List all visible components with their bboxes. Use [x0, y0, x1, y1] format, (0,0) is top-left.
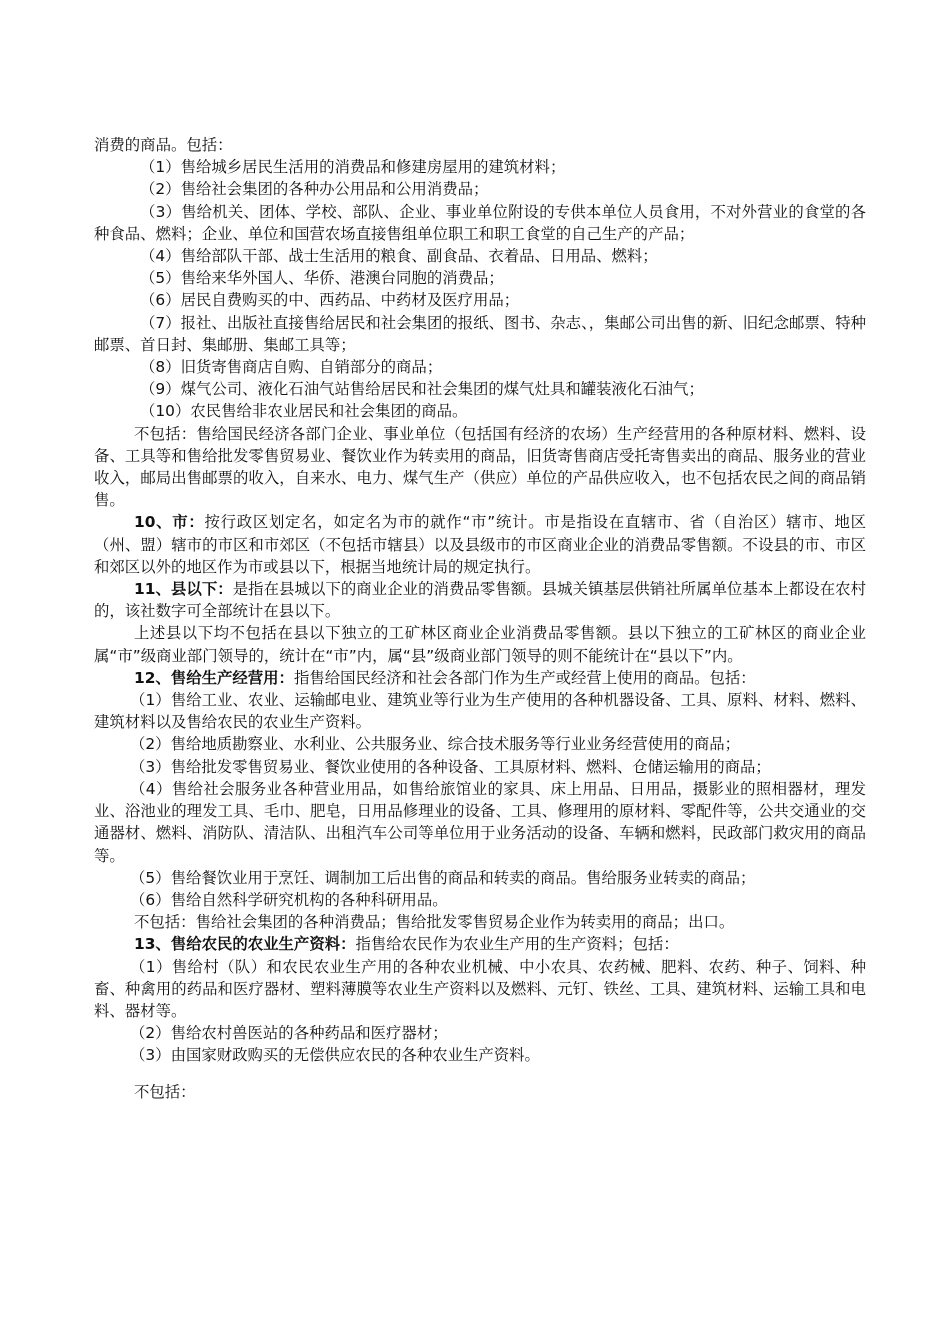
- list-item: （6）售给自然科学研究机构的各种科研用品。: [130, 890, 448, 909]
- exclusion-heading: 不包括：: [134, 1082, 196, 1101]
- exclusion-paragraph: 不包括：售给社会集团的各种消费品；售给批发零售贸易企业作为转卖用的商品；出口。: [134, 913, 735, 932]
- paragraph: 上述县以下均不包括在县以下独立的工矿林区商业企业消费品零售额。县以下独立的工矿林区的商业企业属“市”级商业部门领导的，统计在“市”内，属“县”级商业部门领导的则不能统计在“县以下”内。: [94, 624, 866, 665]
- list-item: （1）售给城乡居民生活用的消费品和修建房屋用的建筑材料；: [140, 158, 566, 177]
- list-item: （8）旧货寄售商店自购、自销部分的商品；: [140, 358, 443, 377]
- section-text: 指售给国民经济和社会各部门作为生产或经营上使用的商品。包括：: [293, 668, 756, 687]
- list-item: （3）由国家财政购买的无偿供应农民的各种农业生产资料。: [130, 1046, 540, 1065]
- list-item: （1）售给村（队）和农民农业生产用的各种农业机械、中小农具、农药械、肥料、农药、种子、饲料、种畜、种禽用的药品和医疗器材、塑料薄膜等农业生产资料以及燃料、元钉、铁丝、工具、建筑材料、运输工具和电料、器材等。: [94, 957, 866, 1020]
- section-13: [94, 933, 866, 955]
- list-item: （3）售给批发零售贸易业、餐饮业使用的各种设备、工具原材料、燃料、仓储运输用的商品；: [130, 757, 771, 776]
- list-item: （10）农民售给非农业居民和社会集团的商品。: [140, 402, 468, 421]
- section-10: [94, 511, 866, 578]
- document-page: [94, 134, 866, 1103]
- section-text: 是指在县城以下的商业企业的消费品零售额。县城关镇基层供销社所属单位基本上都设在农村的，该社数字可全部统计在县以下。: [94, 580, 866, 621]
- section-term: 13、售给农民的农业生产资料：: [134, 935, 356, 954]
- list-item: （6）居民自费购买的中、西药品、中药材及医疗用品；: [140, 291, 520, 310]
- list-item: （2）售给农村兽医站的各种药品和医疗器材；: [130, 1024, 448, 1043]
- section-text: 指售给农民作为农业生产用的生产资料；包括：: [355, 935, 679, 954]
- exclusion-paragraph: 不包括：售给国民经济各部门企业、事业单位（包括国有经济的农场）生产经营用的各种原材料、燃料、设备、工具等和售给批发零售贸易业、餐饮业作为转卖用的商品，旧货寄售商店受托寄售卖出的商品、服务业的营业收入，邮局出售邮票的收入，自来水、电力、煤气生产（供应）单位的产品供应收入，也不包括农民之间的商品销售。: [94, 424, 866, 510]
- list-item: （2）售给地质勘察业、水利业、公共服务业、综合技术服务等行业业务经营使用的商品；: [130, 735, 741, 754]
- section-12: [94, 667, 866, 689]
- section-term: 10、市：: [134, 513, 205, 532]
- list-item: （5）售给餐饮业用于烹饪、调制加工后出售的商品和转卖的商品。售给服务业转卖的商品；: [130, 868, 756, 887]
- list-item: （5）售给来华外国人、华侨、港澳台同胞的消费品；: [140, 269, 504, 288]
- list-item: （3）售给机关、团体、学校、部队、企业、事业单位附设的专供本单位人员食用，不对外营业的食堂的各种食品、燃料；企业、单位和国营农场直接售组单位职工和职工食堂的自己生产的产品；: [94, 202, 866, 243]
- paragraph: 消费的商品。包括：: [94, 136, 233, 154]
- section-term: 11、县以下：: [134, 580, 233, 599]
- section-term: 12、售给生产经营用：: [134, 668, 294, 687]
- section-11: [94, 578, 866, 622]
- list-item: （4）售给部队干部、战士生活用的粮食、副食品、衣着品、日用品、燃料；: [140, 247, 658, 266]
- list-item: （7）报社、出版社直接售给居民和社会集团的报纸、图书、杂志、，集邮公司出售的新、旧纪念邮票、特种邮票、首日封、集邮册、集邮工具等；: [94, 313, 866, 354]
- list-item: （4）售给社会服务业各种营业用品，如售给旅馆业的家具、床上用品、日用品，摄影业的照相器材，理发业、浴池业的理发工具、毛巾、肥皂，日用品修理业的设备、工具、修理用的原材料、零配件等，公共交通业的交通器材、燃料、消防队、清洁队、出租汽车公司等单位用于业务活动的设备、车辆和燃料，民政部门救灾用的商品等。: [94, 779, 866, 865]
- list-item: （9）煤气公司、液化石油气站售给居民和社会集团的煤气灶具和罐装液化石油气；: [140, 380, 704, 399]
- list-item: （2）售给社会集团的各种办公用品和公用消费品；: [140, 180, 489, 199]
- list-item: （1）售给工业、农业、运输邮电业、建筑业等行业为生产使用的各种机器设备、工具、原料、材料、燃料、建筑材料以及售给农民的农业生产资料。: [94, 691, 866, 732]
- section-text: 按行政区划定名，如定名为市的就作“市”统计。市是指设在直辖市、省（自治区）辖市、地区（州、盟）辖市的市区和市郊区（不包括市辖县）以及县级市的市区商业企业的消费品零售额。不设县的市、市区和郊区以外的地区作为市或县以下，根据当地统计局的规定执行。: [94, 513, 866, 576]
